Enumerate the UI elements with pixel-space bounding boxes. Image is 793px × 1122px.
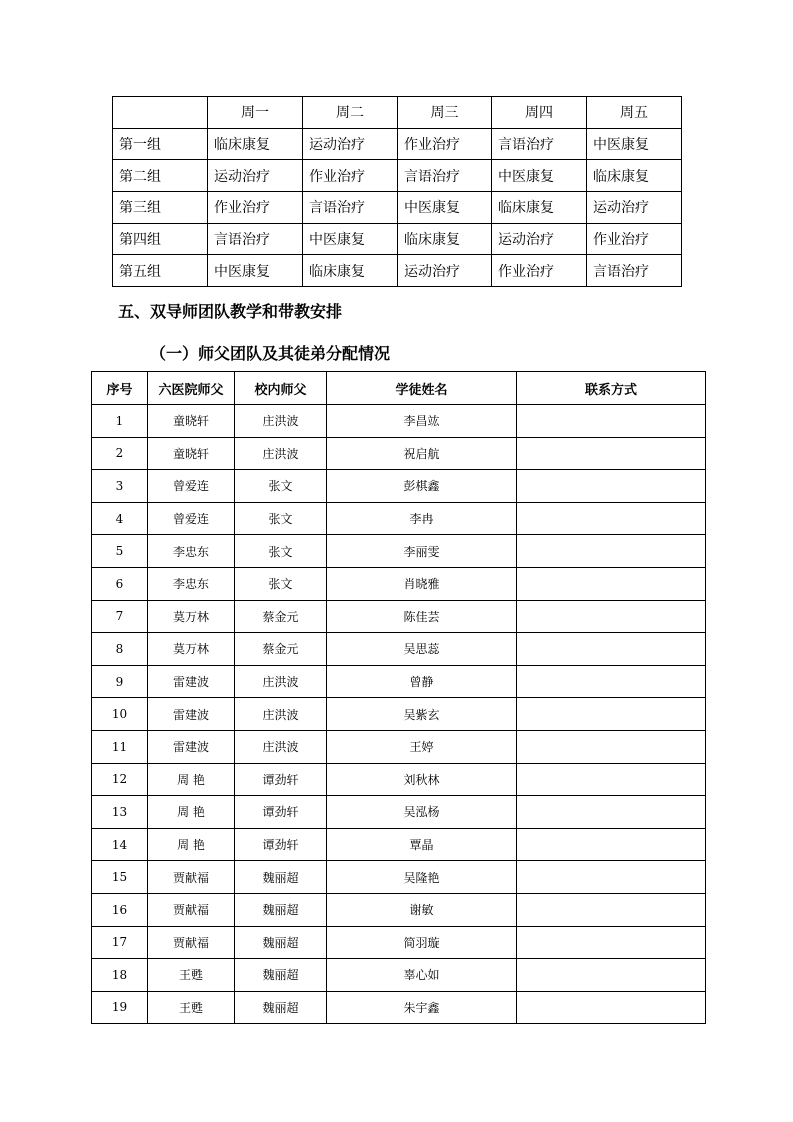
table-row: [92, 893, 706, 926]
schedule-cell: 临床康复: [303, 255, 398, 287]
table-cell: 2: [92, 437, 148, 470]
table-cell: 吴紫玄: [327, 698, 517, 731]
table-cell: 辜心如: [327, 959, 517, 992]
table-cell: [517, 698, 706, 731]
section-heading: 五、双导师团队教学和带教安排: [118, 302, 343, 321]
table-cell: [517, 600, 706, 633]
table-cell: 19: [92, 991, 148, 1024]
schedule-cell: 作业治疗: [587, 223, 682, 255]
table-row: [92, 665, 706, 698]
table-cell: 7: [92, 600, 148, 633]
table-cell: 曾静: [327, 665, 517, 698]
table-row: [92, 763, 706, 796]
table-cell: 李昌竑: [327, 405, 517, 438]
schedule-cell: 言语治疗: [492, 128, 587, 160]
table-cell: 贾献福: [148, 926, 235, 959]
schedule-cell: 运动治疗: [587, 192, 682, 224]
table-cell: 童晓轩: [148, 405, 235, 438]
table-cell: 谭劲轩: [235, 796, 327, 829]
table-cell: 8: [92, 633, 148, 666]
mentor-header-row: [92, 372, 706, 405]
table-cell: 王甦: [148, 991, 235, 1024]
mentor-header-cell: 六医院师父: [148, 372, 235, 405]
table-cell: [517, 828, 706, 861]
table-row: [92, 437, 706, 470]
schedule-header-cell: 周二: [303, 97, 398, 129]
table-cell: 简羽璇: [327, 926, 517, 959]
table-cell: 10: [92, 698, 148, 731]
table-cell: 童晓轩: [148, 437, 235, 470]
schedule-cell: 第四组: [113, 223, 208, 255]
table-cell: 刘秋林: [327, 763, 517, 796]
schedule-cell: 作业治疗: [492, 255, 587, 287]
table-cell: 朱宇鑫: [327, 991, 517, 1024]
table-cell: [517, 959, 706, 992]
table-cell: 谭劲轩: [235, 828, 327, 861]
schedule-header-cell: 周五: [587, 97, 682, 129]
schedule-cell: 中医康复: [492, 160, 587, 192]
table-cell: [517, 633, 706, 666]
table-row: [92, 861, 706, 894]
schedule-cell: 中医康复: [303, 223, 398, 255]
table-cell: 雷建波: [148, 730, 235, 763]
schedule-cell: 临床康复: [492, 192, 587, 224]
table-row: [92, 535, 706, 568]
table-row: [92, 796, 706, 829]
schedule-header-cell: 周一: [208, 97, 303, 129]
table-cell: [517, 730, 706, 763]
mentor-header-cell: 联系方式: [517, 372, 706, 405]
table-cell: 魏丽超: [235, 926, 327, 959]
table-cell: [517, 763, 706, 796]
rotation-schedule-table: [112, 96, 682, 287]
table-cell: [517, 893, 706, 926]
table-cell: 16: [92, 893, 148, 926]
schedule-cell: 言语治疗: [398, 160, 492, 192]
schedule-cell: 运动治疗: [492, 223, 587, 255]
table-cell: 莫万林: [148, 633, 235, 666]
schedule-header-row: [113, 97, 682, 129]
table-cell: 魏丽超: [235, 991, 327, 1024]
schedule-cell: 言语治疗: [303, 192, 398, 224]
schedule-row: [113, 160, 682, 192]
table-cell: 蔡金元: [235, 600, 327, 633]
table-cell: 庄洪波: [235, 405, 327, 438]
table-cell: 庄洪波: [235, 437, 327, 470]
table-cell: 曾爱连: [148, 470, 235, 503]
schedule-row: [113, 128, 682, 160]
schedule-cell: 第一组: [113, 128, 208, 160]
table-row: [92, 991, 706, 1024]
schedule-cell: 运动治疗: [208, 160, 303, 192]
schedule-header-cell: 周三: [398, 97, 492, 129]
table-cell: 魏丽超: [235, 861, 327, 894]
table-row: [92, 698, 706, 731]
schedule-cell: 临床康复: [587, 160, 682, 192]
schedule-cell: 作业治疗: [398, 128, 492, 160]
schedule-cell: 言语治疗: [208, 223, 303, 255]
table-cell: [517, 535, 706, 568]
table-cell: [517, 665, 706, 698]
schedule-cell: 第二组: [113, 160, 208, 192]
table-row: [92, 959, 706, 992]
table-cell: 陈佳芸: [327, 600, 517, 633]
table-cell: 雷建波: [148, 665, 235, 698]
table-cell: 李忠东: [148, 567, 235, 600]
schedule-cell: 中医康复: [398, 192, 492, 224]
table-cell: 15: [92, 861, 148, 894]
table-cell: 周 艳: [148, 828, 235, 861]
table-row: [92, 600, 706, 633]
schedule-cell: 作业治疗: [208, 192, 303, 224]
subsection-heading: （一）师父团队及其徒弟分配情况: [150, 344, 391, 363]
table-cell: 9: [92, 665, 148, 698]
table-cell: [517, 796, 706, 829]
table-cell: 李冉: [327, 502, 517, 535]
table-cell: [517, 470, 706, 503]
schedule-row: [113, 223, 682, 255]
table-cell: 张文: [235, 535, 327, 568]
table-cell: 周 艳: [148, 796, 235, 829]
table-cell: 庄洪波: [235, 665, 327, 698]
mentor-header-cell: 校内师父: [235, 372, 327, 405]
table-cell: 王婷: [327, 730, 517, 763]
table-cell: 蔡金元: [235, 633, 327, 666]
table-cell: 魏丽超: [235, 959, 327, 992]
table-row: [92, 405, 706, 438]
schedule-cell: 言语治疗: [587, 255, 682, 287]
table-cell: 王甦: [148, 959, 235, 992]
table-cell: [517, 861, 706, 894]
schedule-cell: 运动治疗: [303, 128, 398, 160]
table-row: [92, 470, 706, 503]
table-cell: 吴泓杨: [327, 796, 517, 829]
table-cell: 肖晓雅: [327, 567, 517, 600]
table-cell: [517, 567, 706, 600]
table-cell: 贾献福: [148, 861, 235, 894]
table-cell: 6: [92, 567, 148, 600]
schedule-cell: 第三组: [113, 192, 208, 224]
table-cell: [517, 437, 706, 470]
table-cell: 张文: [235, 470, 327, 503]
schedule-cell: 中医康复: [587, 128, 682, 160]
table-cell: [517, 502, 706, 535]
schedule-header-cell: 周四: [492, 97, 587, 129]
table-cell: 吴隆艳: [327, 861, 517, 894]
mentor-header-cell: 序号: [92, 372, 148, 405]
table-row: [92, 926, 706, 959]
table-cell: 李忠东: [148, 535, 235, 568]
table-cell: 13: [92, 796, 148, 829]
table-cell: 4: [92, 502, 148, 535]
table-cell: 周 艳: [148, 763, 235, 796]
table-cell: 贾献福: [148, 893, 235, 926]
mentor-header-cell: 学徒姓名: [327, 372, 517, 405]
table-cell: 谢敏: [327, 893, 517, 926]
mentor-assignment-table: [91, 371, 706, 1024]
table-cell: 1: [92, 405, 148, 438]
table-cell: 吴思蕊: [327, 633, 517, 666]
schedule-cell: 运动治疗: [398, 255, 492, 287]
table-cell: 张文: [235, 502, 327, 535]
table-cell: 5: [92, 535, 148, 568]
schedule-cell: 临床康复: [208, 128, 303, 160]
table-cell: 李丽雯: [327, 535, 517, 568]
schedule-cell: 第五组: [113, 255, 208, 287]
table-cell: 庄洪波: [235, 730, 327, 763]
schedule-header-cell: [113, 97, 208, 129]
table-cell: 曾爱连: [148, 502, 235, 535]
table-cell: 彭棋鑫: [327, 470, 517, 503]
table-row: [92, 828, 706, 861]
schedule-cell: 作业治疗: [303, 160, 398, 192]
table-row: [92, 633, 706, 666]
table-cell: 14: [92, 828, 148, 861]
table-cell: 17: [92, 926, 148, 959]
schedule-row: [113, 192, 682, 224]
table-row: [92, 567, 706, 600]
table-cell: 覃晶: [327, 828, 517, 861]
table-cell: 11: [92, 730, 148, 763]
schedule-cell: 临床康复: [398, 223, 492, 255]
table-cell: 魏丽超: [235, 893, 327, 926]
table-cell: [517, 991, 706, 1024]
table-cell: 18: [92, 959, 148, 992]
table-row: [92, 730, 706, 763]
table-cell: [517, 405, 706, 438]
table-cell: 谭劲轩: [235, 763, 327, 796]
table-cell: 12: [92, 763, 148, 796]
table-row: [92, 502, 706, 535]
table-cell: 雷建波: [148, 698, 235, 731]
table-cell: 张文: [235, 567, 327, 600]
table-cell: [517, 926, 706, 959]
schedule-cell: 中医康复: [208, 255, 303, 287]
schedule-row: [113, 255, 682, 287]
table-cell: 3: [92, 470, 148, 503]
table-cell: 莫万林: [148, 600, 235, 633]
table-cell: 庄洪波: [235, 698, 327, 731]
table-cell: 祝启航: [327, 437, 517, 470]
